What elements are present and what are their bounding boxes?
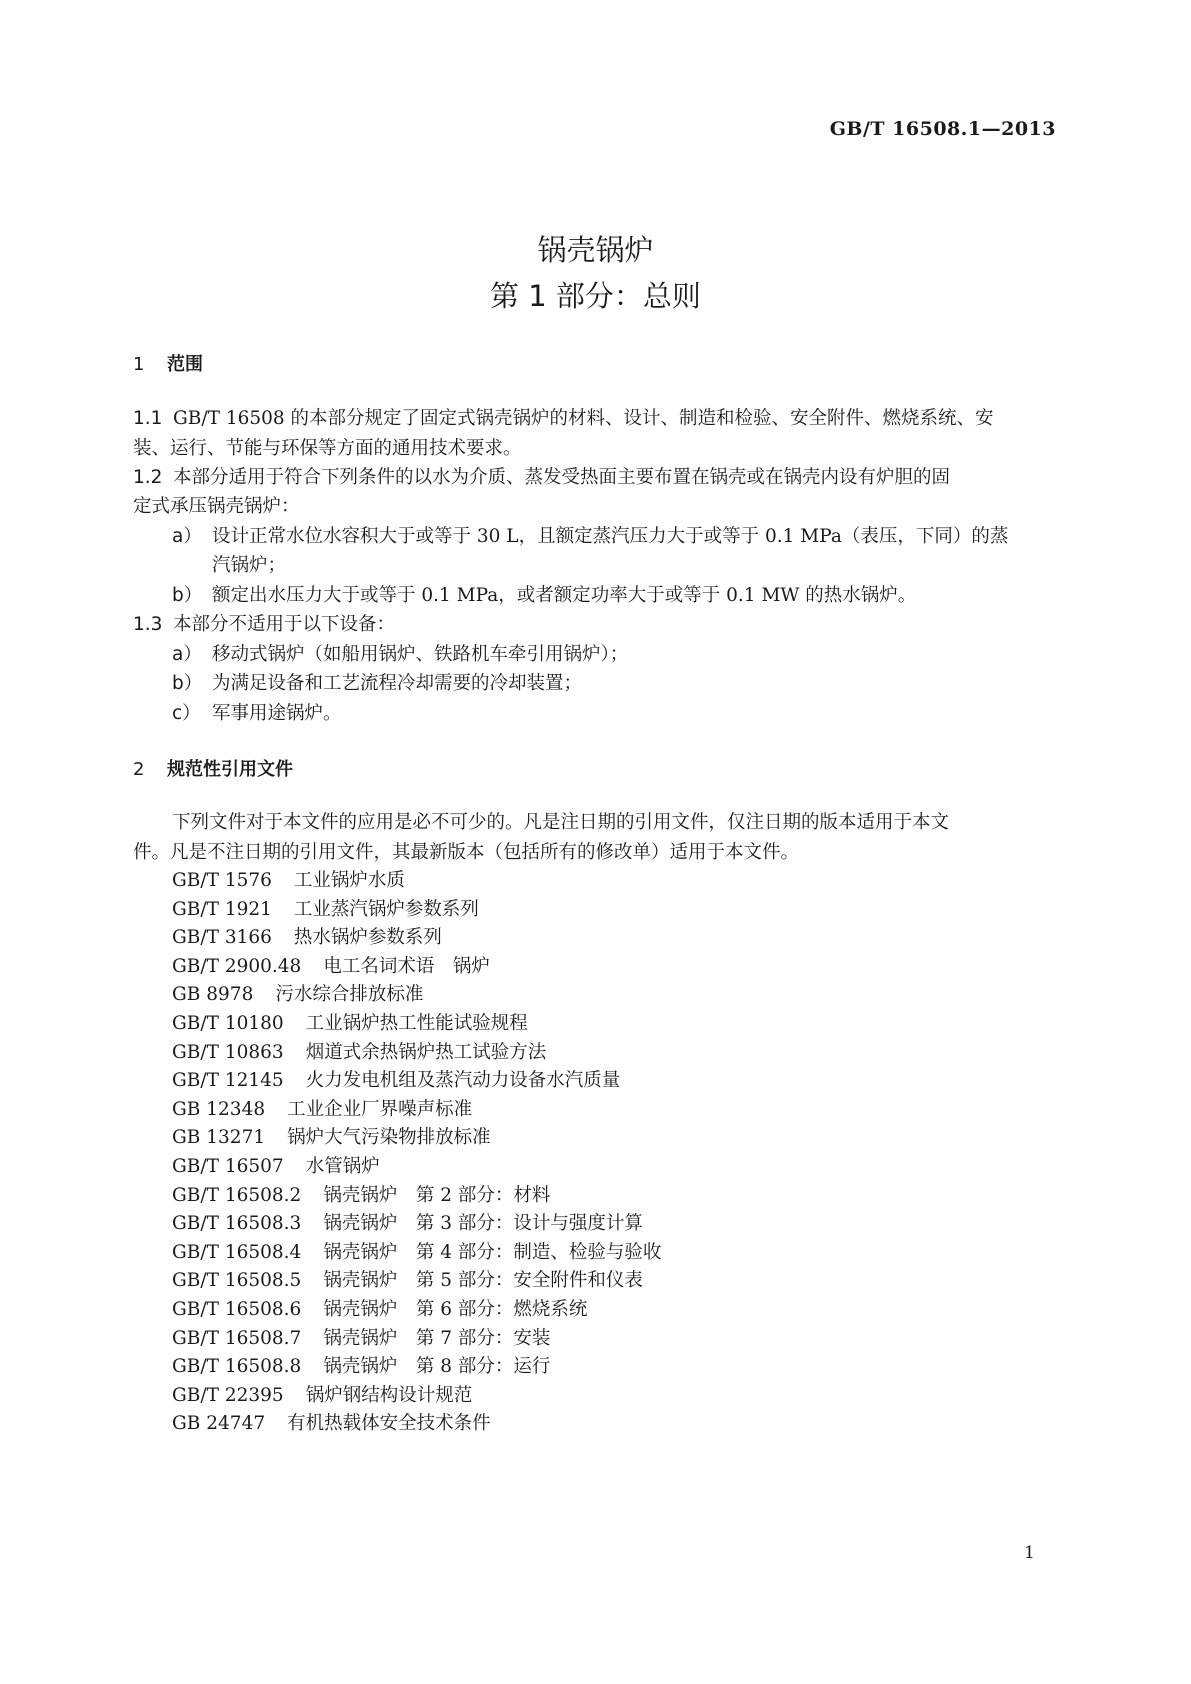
item-label: b） (172, 585, 203, 606)
item-label: a） (172, 526, 202, 547)
reference-item (172, 866, 405, 892)
reference-code: GB/T 16508.2 (172, 1184, 302, 1206)
reference-item (172, 980, 423, 1006)
clause-1-1-cont: 装、运行、节能与环保等方面的通用技术要求。 (133, 438, 522, 459)
reference-code: GB/T 3166 (172, 927, 272, 949)
clause-number: 1.2 (133, 467, 163, 488)
reference-title: 锅壳锅炉 第 5 部分：安全附件和仪表 (323, 1270, 643, 1292)
reference-item (172, 952, 490, 978)
clause-1-3 (133, 610, 395, 640)
reference-item (172, 1009, 528, 1035)
clause-1-2-item-a (172, 522, 1008, 552)
clause-1-2-item-a-cont: 汽锅炉； (212, 555, 287, 576)
reference-title: 污水综合排放标准 (275, 984, 424, 1006)
reference-code: GB/T 12145 (172, 1070, 284, 1092)
clause-1-3-item-b (172, 669, 582, 699)
clause-1-2-item-b (172, 581, 916, 611)
clause-1-2 (133, 463, 950, 493)
reference-code: GB/T 16507 (172, 1156, 284, 1177)
item-text: 额定出水压力大于或等于 0.1 MPa，或者额定功率大于或等于 0.1 MW 的热水锅炉。 (212, 585, 917, 606)
reference-item (172, 1238, 661, 1264)
reference-code: GB/T 16508.7 (172, 1327, 302, 1349)
reference-title: 锅壳锅炉 第 7 部分：安装 (323, 1327, 551, 1349)
reference-item (172, 1123, 491, 1149)
reference-item (172, 1381, 472, 1407)
clause-1-2-cont: 定式承压锅壳锅炉： (133, 496, 300, 517)
reference-title: 锅壳锅炉 第 4 部分：制造、检验与验收 (323, 1241, 662, 1263)
reference-code: GB/T 1576 (172, 870, 272, 891)
standard-number: GB/T 16508.1—2013 (829, 118, 1056, 140)
reference-title: 工业蒸汽锅炉参数系列 (293, 898, 479, 920)
clause-text: GB/T 16508 的本部分规定了固定式锅壳锅炉的材料、设计、制造和检验、安全附件、燃烧系统、安 (173, 408, 994, 429)
reference-title: 电工名词术语 锅炉 (323, 955, 490, 977)
reference-item (172, 923, 442, 949)
item-text: 设计正常水位水容积大于或等于 30 L，且额定蒸汽压力大于或等于 0.1 MPa（表压，下同）的蒸 (212, 526, 1009, 547)
item-text: 为满足设备和工艺流程冷却需要的冷却装置； (212, 673, 583, 694)
reference-code: GB 24747 (172, 1413, 266, 1435)
clause-1-3-item-c (172, 699, 342, 729)
reference-title: 锅炉钢结构设计规范 (305, 1384, 473, 1406)
reference-title: 热水锅炉参数系列 (293, 927, 442, 949)
reference-code: GB/T 10863 (172, 1041, 284, 1063)
item-label: b） (172, 673, 203, 694)
reference-code: GB/T 1921 (172, 898, 272, 920)
reference-code: GB/T 2900.48 (172, 955, 302, 977)
clause-number: 1.1 (133, 408, 163, 429)
reference-code: GB 13271 (172, 1127, 266, 1149)
reference-code: GB/T 16508.6 (172, 1299, 302, 1320)
reference-item (172, 895, 479, 921)
clause-1-3-item-a (172, 640, 628, 670)
reference-code: GB 8978 (172, 984, 254, 1006)
section-number: 2 (133, 759, 145, 780)
clause-number: 1.3 (133, 614, 163, 635)
reference-title: 锅壳锅炉 第 2 部分：材料 (323, 1184, 551, 1206)
section-2-intro-cont: 件。凡是不注日期的引用文件，其最新版本（包括所有的修改单）适用于本文件。 (133, 842, 800, 863)
reference-title: 火力发电机组及蒸汽动力设备水汽质量 (305, 1070, 621, 1092)
reference-item (172, 1409, 491, 1435)
reference-item (172, 1266, 643, 1292)
document-subtitle: 第 1 部分：总则 (490, 279, 701, 313)
reference-item (172, 1181, 550, 1207)
section-1-heading (133, 350, 203, 376)
section-title: 规范性引用文件 (167, 759, 293, 780)
reference-code: GB/T 22395 (172, 1384, 284, 1406)
reference-title: 水管锅炉 (305, 1156, 380, 1177)
item-text: 军事用途锅炉。 (212, 703, 342, 724)
reference-item (172, 1295, 587, 1321)
reference-title: 锅壳锅炉 第 8 部分：运行 (323, 1356, 551, 1378)
section-2-heading (133, 755, 293, 781)
item-label: c） (172, 703, 201, 724)
reference-item (172, 1352, 550, 1378)
reference-title: 有机热载体安全技术条件 (287, 1413, 491, 1435)
reference-title: 烟道式余热锅炉热工试验方法 (305, 1041, 547, 1063)
section-number: 1 (133, 354, 145, 375)
reference-code: GB/T 10180 (172, 1013, 284, 1034)
reference-item (172, 1209, 643, 1235)
reference-item (172, 1324, 550, 1350)
reference-title: 锅壳锅炉 第 6 部分：燃烧系统 (323, 1299, 588, 1320)
reference-title: 工业锅炉热工性能试验规程 (305, 1013, 528, 1034)
section-2-intro: 下列文件对于本文件的应用是必不可少的。凡是注日期的引用文件，仅注日期的版本适用于本文 (172, 812, 950, 833)
reference-title: 工业锅炉水质 (293, 870, 405, 891)
clause-1-1 (133, 404, 994, 434)
reference-code: GB/T 16508.8 (172, 1356, 302, 1378)
clause-text: 本部分不适用于以下设备： (173, 614, 396, 635)
reference-code: GB 12348 (172, 1098, 266, 1120)
page-number: 1 (1024, 1543, 1035, 1563)
reference-item (172, 1066, 620, 1092)
reference-title: 锅炉大气污染物排放标准 (287, 1127, 491, 1149)
reference-title: 锅壳锅炉 第 3 部分：设计与强度计算 (323, 1213, 643, 1235)
document-title: 锅壳锅炉 (537, 233, 654, 267)
reference-item (172, 1038, 546, 1064)
item-text: 移动式锅炉（如船用锅炉、铁路机车牵引用锅炉）； (212, 644, 629, 665)
reference-item (172, 1152, 380, 1178)
reference-code: GB/T 16508.3 (172, 1213, 302, 1235)
reference-title: 工业企业厂界噪声标准 (287, 1098, 473, 1120)
section-title: 范围 (167, 354, 203, 375)
reference-code: GB/T 16508.4 (172, 1241, 302, 1263)
reference-code: GB/T 16508.5 (172, 1270, 302, 1292)
reference-item (172, 1095, 472, 1121)
clause-text: 本部分适用于符合下列条件的以水为介质、蒸发受热面主要布置在锅壳或在锅壳内设有炉胆的固 (173, 467, 951, 488)
item-label: a） (172, 644, 202, 665)
